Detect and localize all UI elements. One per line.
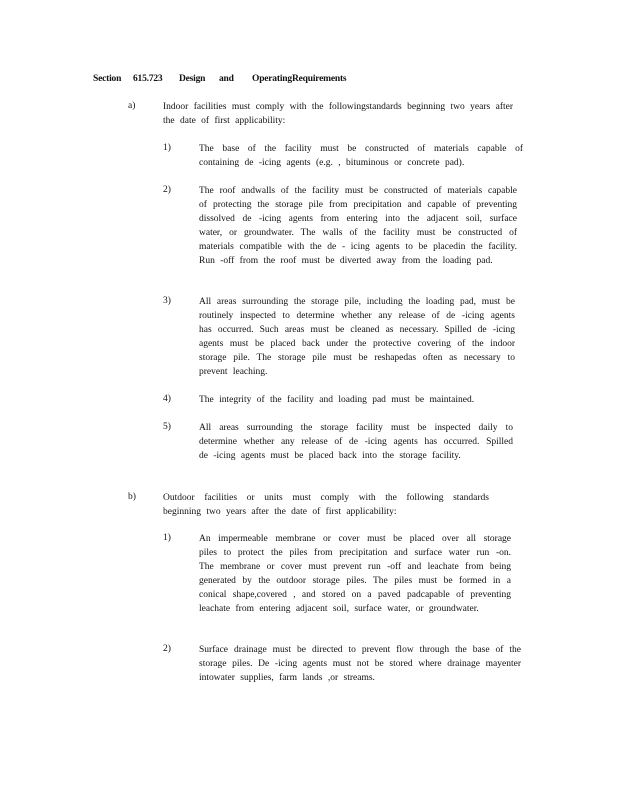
section-heading [93,74,346,84]
item-a4-text: The integrity of the facility and loading pad must be maintained. [199,395,475,405]
heading-word: Design [179,74,206,84]
item-a3-label: 3) [163,296,171,306]
item-b-label: b) [128,492,136,502]
item-b2-text: Surface drainage must be directed to prevent flow through the base of the storage piles. De -icing agents must not be stored where drainage mayenter intowater supplies, farm lands ,or streams. [199,645,521,683]
item-a5-text: All areas surrounding the storage facility must be inspected daily to determine whether any release of de -icing agents has occurred. Spilled de -icing agents must be placed back into the storage facility. [199,423,513,461]
item-a5-label: 5) [163,422,171,432]
section-number: 615.723 [133,74,163,84]
item-a2-label: 2) [163,185,171,195]
heading-word: and [219,74,234,84]
item-b1-text: An impermeable membrane or cover must be placed over all storage piles to protect the piles from precipitation and surface water run -on. The membrane or cover must prevent run -off and leachate from being generated by the outdoor storage piles. The piles must be formed in a conical shape,covered , and stored on a paved padcapable of preventing leachate from entering adjacent soil, surface water, or groundwater. [199,534,511,614]
heading-word: Operating [252,74,292,84]
item-a4-label: 4) [163,394,171,404]
item-a3-text: All areas surrounding the storage pile, including the loading pad, must be routinely inspected to determine whether any release of de -icing agents has occurred. Such areas must be cleaned as necessary. Spilled de -icing agents must be placed back under the protective covering of the indoor storage pile. The storage pile must be reshapedas often as necessary to prevent leaching. [199,297,515,377]
heading-word: Requirements [292,74,347,84]
item-b-text: Outdoor facilities or units must comply with the following standards beginning two years after the date of first applicability: [163,493,489,517]
item-b1-label: 1) [163,533,171,543]
item-a-label: a) [128,101,136,111]
item-a1-label: 1) [163,143,171,153]
section-label: Section [93,74,122,84]
item-a1-text: The base of the facility must be constructed of materials capable of containing de -icing agents (e.g. , bituminous or concrete pad). [199,144,523,168]
item-b2-label: 2) [163,644,171,654]
item-a2-text: The roof andwalls of the facility must be constructed of materials capable of protecting the storage pile from precipitation and capable of preventing dissolved de -icing agents from entering into the adjacent soil, surface water, or groundwater. The walls of the facility must be constructed of materials compatible with the de - icing agents to be placedin the facility. Run -off from the roof must be diverted away from the loading pad. [199,186,517,266]
item-a-text: Indoor facilities must comply with the followingstandards beginning two years after the date of first applicability: [163,102,513,126]
